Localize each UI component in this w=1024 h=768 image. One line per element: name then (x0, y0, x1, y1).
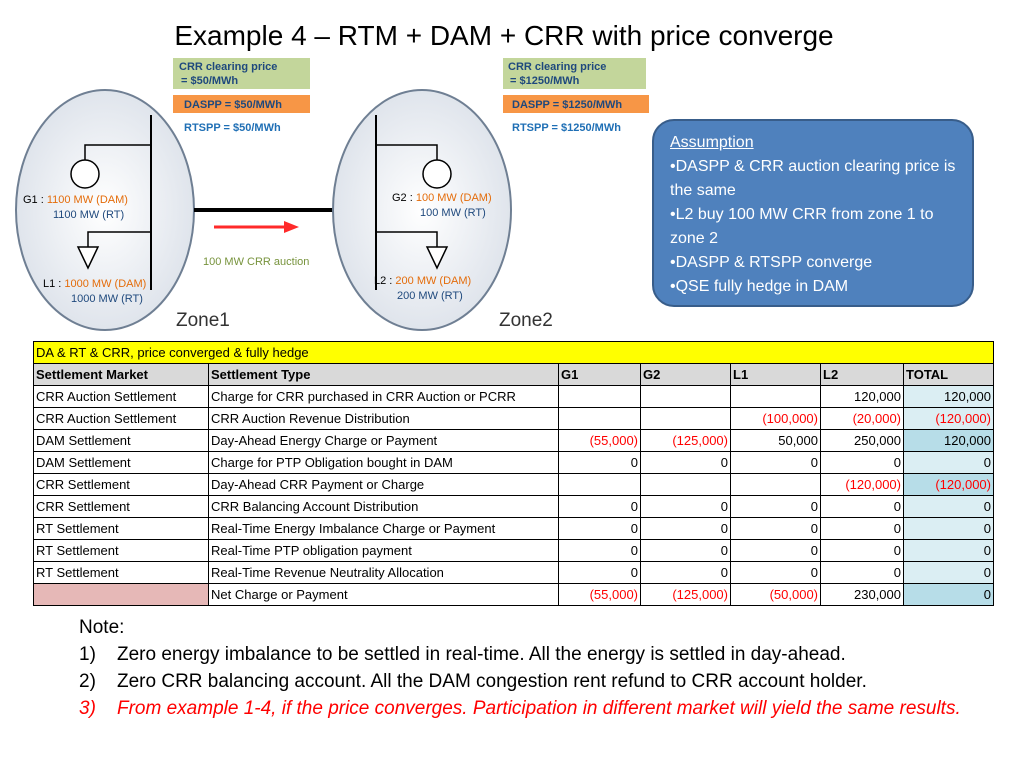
table-cell: 0 (821, 540, 904, 562)
svg-text:L1 : 1000 MW (DAM) (43, 278, 146, 290)
zone2-crr-price-line1: CRR clearing price (508, 61, 607, 73)
slide-title: Example 4 – RTM + DAM + CRR with price converge (174, 20, 834, 51)
crr-auction-label: 100 MW CRR auction (203, 256, 310, 268)
table-cell: (125,000) (641, 584, 731, 606)
table-cell (641, 474, 731, 496)
table-cell: 0 (559, 562, 641, 584)
assumption-box (652, 119, 974, 307)
svg-text:L2 : 200 MW (DAM) (374, 275, 471, 287)
table-cell: 0 (904, 452, 994, 474)
l2-prefix: L2 : (374, 275, 396, 287)
settlement-table (33, 341, 994, 606)
zone2-crr-price-line2: = $1250/MWh (510, 75, 580, 87)
table-cell: CRR Balancing Account Distribution (209, 496, 559, 518)
flow-arrow-icon (284, 221, 299, 233)
table-cell: Charge for PTP Obligation bought in DAM (209, 452, 559, 474)
table-cell: Net Charge or Payment (209, 584, 559, 606)
table-cell: RT Settlement (34, 518, 209, 540)
assumption-bullet: •L2 buy 100 MW CRR from zone 1 to zone 2 (670, 206, 934, 247)
note-number: 1) (79, 644, 96, 665)
table-cell (731, 386, 821, 408)
table-row (34, 430, 994, 452)
table-cell: 50,000 (731, 430, 821, 452)
l2-rt: 200 MW (RT) (397, 290, 463, 302)
column-header: G2 (641, 364, 731, 386)
assumption-bullet: •QSE fully hedge in DAM (670, 278, 849, 295)
l1-prefix: L1 : (43, 278, 65, 290)
zone1-crr-price-line2: = $50/MWh (181, 75, 239, 87)
notes-heading: Note: (79, 617, 125, 638)
table-cell: 0 (731, 452, 821, 474)
table-cell: 230,000 (821, 584, 904, 606)
note-text: Zero CRR balancing account. All the DAM congestion rent refund to CRR account holder. (117, 671, 867, 692)
table-cell: 0 (641, 540, 731, 562)
table-cell: CRR Auction Settlement (34, 408, 209, 430)
table-cell: Real-Time Revenue Neutrality Allocation (209, 562, 559, 584)
table-cell: 0 (641, 496, 731, 518)
table-cell: 0 (821, 496, 904, 518)
table-row (34, 386, 994, 408)
note-item (79, 695, 979, 722)
table-cell: Real-Time Energy Imbalance Charge or Payment (209, 518, 559, 540)
table-cell: DAM Settlement (34, 430, 209, 452)
zone1-rtspp: RTSPP = $50/MWh (184, 122, 281, 134)
g1-dam: 1100 MW (DAM) (46, 194, 128, 206)
table-cell: 0 (904, 584, 994, 606)
table-cell: 0 (904, 518, 994, 540)
table-cell: 120,000 (904, 430, 994, 452)
table-cell (559, 474, 641, 496)
column-header: L2 (821, 364, 904, 386)
table-cell: 120,000 (904, 386, 994, 408)
table-cell: CRR Auction Settlement (34, 386, 209, 408)
table-cell: DAM Settlement (34, 452, 209, 474)
table-cell: (20,000) (821, 408, 904, 430)
g2-generator-icon (423, 160, 451, 188)
table-cell: 250,000 (821, 430, 904, 452)
table-row (34, 540, 994, 562)
table-cell: 0 (821, 562, 904, 584)
table-row (34, 496, 994, 518)
table-row (34, 474, 994, 496)
l1-dam: 1000 MW (DAM) (64, 278, 147, 290)
notes (79, 614, 979, 722)
table-cell: 0 (559, 540, 641, 562)
table-cell: CRR Settlement (34, 496, 209, 518)
table-cell: (50,000) (731, 584, 821, 606)
table-cell: 0 (641, 452, 731, 474)
table-cell (641, 386, 731, 408)
table-cell: 0 (821, 518, 904, 540)
table-cell: 0 (731, 562, 821, 584)
zone1-label: Zone1 (176, 310, 230, 331)
column-header: L1 (731, 364, 821, 386)
table-cell: Day-Ahead CRR Payment or Charge (209, 474, 559, 496)
note-number: 3) (79, 698, 96, 719)
zone1-daspp: DASPP = $50/MWh (184, 99, 282, 111)
table-cell (559, 408, 641, 430)
g2-prefix: G2 : (392, 192, 416, 204)
column-header: Settlement Market (34, 364, 209, 386)
column-header: Settlement Type (209, 364, 559, 386)
note-text: Zero energy imbalance to be settled in real-time. All the energy is settled in day-ahead. (117, 644, 846, 665)
svg-text:G1 : 1100 MW (DAM) (23, 194, 128, 206)
table-row (34, 452, 994, 474)
table-cell: RT Settlement (34, 562, 209, 584)
table-cell: Real-Time PTP obligation payment (209, 540, 559, 562)
g2-dam: 100 MW (DAM) (415, 192, 492, 204)
zone2-rtspp: RTSPP = $1250/MWh (512, 122, 621, 134)
table-cell: 0 (641, 518, 731, 540)
table-cell: (55,000) (559, 584, 641, 606)
l2-dam: 200 MW (DAM) (395, 275, 472, 287)
table-cell: (55,000) (559, 430, 641, 452)
assumption-heading: Assumption (670, 134, 754, 151)
svg-text:G2 : 100 MW (DAM) (392, 192, 492, 204)
l1-rt: 1000 MW (RT) (71, 293, 143, 305)
g1-prefix: G1 : (23, 194, 47, 206)
note-item (79, 641, 979, 668)
assumption-bullet: •DASPP & RTSPP converge (670, 254, 873, 271)
zone1-crr-price-line1: CRR clearing price (179, 61, 278, 73)
table-cell: 120,000 (821, 386, 904, 408)
table-cell: (120,000) (904, 408, 994, 430)
zone2-label: Zone2 (499, 310, 553, 331)
table-cell: 0 (559, 452, 641, 474)
table-row (34, 408, 994, 430)
table-cell: (120,000) (904, 474, 994, 496)
table-cell: 0 (821, 452, 904, 474)
table-cell: RT Settlement (34, 540, 209, 562)
table-cell (34, 584, 209, 606)
table-cell: CRR Auction Revenue Distribution (209, 408, 559, 430)
table-cell: 0 (731, 540, 821, 562)
table-cell: 0 (904, 562, 994, 584)
table-cell: (100,000) (731, 408, 821, 430)
g1-generator-icon (71, 160, 99, 188)
table-cell: (125,000) (641, 430, 731, 452)
column-header: TOTAL (904, 364, 994, 386)
g1-rt: 1100 MW (RT) (53, 209, 125, 221)
table-cell (559, 386, 641, 408)
g2-rt: 100 MW (RT) (420, 207, 486, 219)
table-row (34, 518, 994, 540)
table-row (34, 584, 994, 606)
table-row (34, 562, 994, 584)
table-cell: 0 (731, 518, 821, 540)
table-cell: 0 (559, 518, 641, 540)
table-cell (731, 474, 821, 496)
table-cell: CRR Settlement (34, 474, 209, 496)
table-cell: (120,000) (821, 474, 904, 496)
table-cell: Charge for CRR purchased in CRR Auction or PCRR (209, 386, 559, 408)
table-cell: 0 (641, 562, 731, 584)
note-number: 2) (79, 671, 96, 692)
table-cell (641, 408, 731, 430)
table-title: DA & RT & CRR, price converged & fully hedge (34, 342, 994, 364)
table-cell: 0 (904, 496, 994, 518)
column-header: G1 (559, 364, 641, 386)
table-cell: 0 (559, 496, 641, 518)
table-cell: 0 (731, 496, 821, 518)
note-item (79, 668, 979, 695)
assumption-bullet: •DASPP & CRR auction clearing price is the same (670, 158, 956, 199)
zone2-daspp: DASPP = $1250/MWh (512, 99, 623, 111)
table-cell: 0 (904, 540, 994, 562)
table-cell: Day-Ahead Energy Charge or Payment (209, 430, 559, 452)
note-text: From example 1-4, if the price converges. Participation in different market will yield the same results. (117, 698, 961, 719)
